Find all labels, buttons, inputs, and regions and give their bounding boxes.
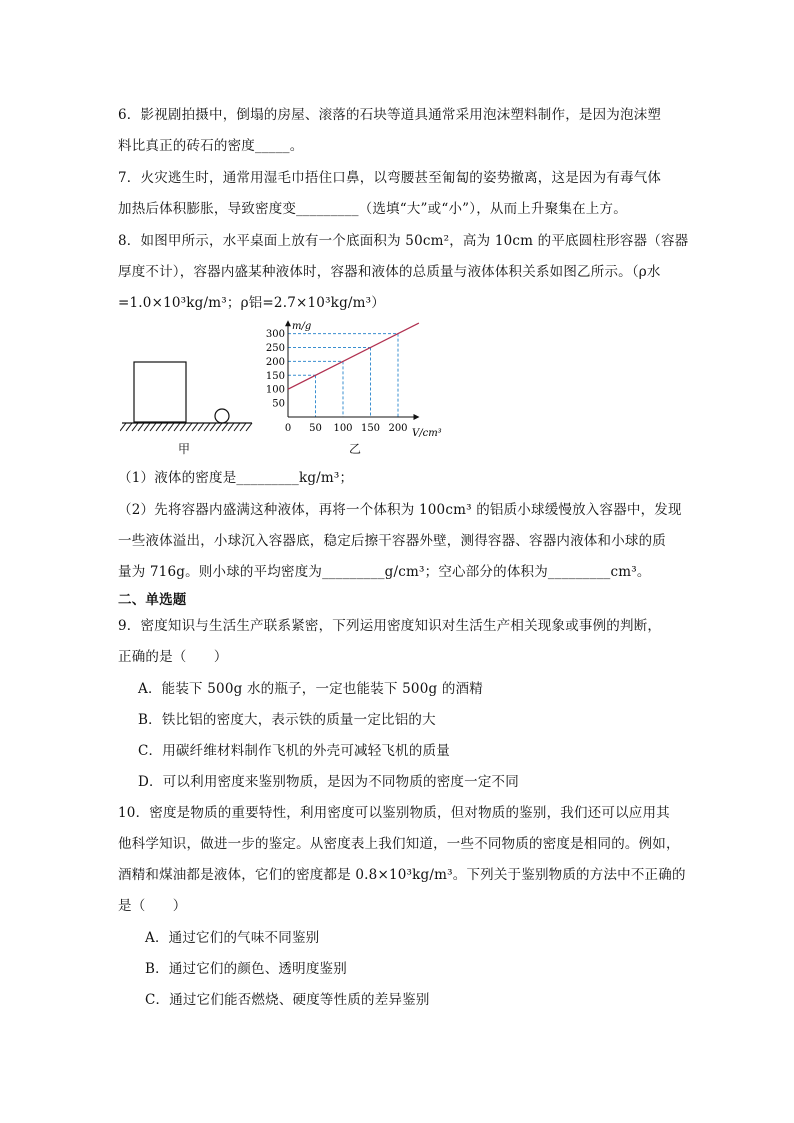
hatch-mark <box>162 423 168 431</box>
q9-line-1: 9．密度知识与生活生产联系紧密，下列运用密度知识对生活生产相关现象或事例的判断， <box>118 618 662 634</box>
y-tick-label: 50 <box>272 398 285 410</box>
hatch-mark <box>234 423 240 431</box>
q8-sub1: （1）液体的密度是_________kg/m³； <box>118 470 354 486</box>
hatch-mark <box>198 423 204 431</box>
aluminum-ball <box>215 409 229 423</box>
q8-sub2-line-1: （2）先将容器内盛满这种液体，再将一个体积为 100cm³ 的铝质小球缓慢放入容器中，发现 <box>118 502 682 518</box>
q8-line-1: 8．如图甲所示，水平桌面上放有一个底面积为 50cm²，高为 10cm 的平底圆柱形容器（容器 <box>118 233 689 249</box>
q10-line-3: 酒精和煤油都是液体，它们的密度都是 0.8×10³kg/m³。下列关于鉴别物质的方法中不正确的 <box>118 867 686 883</box>
hatch-mark <box>228 423 234 431</box>
section-heading: 二、单选题 <box>118 592 187 608</box>
hatch-mark <box>150 423 156 431</box>
x-tick-label: 100 <box>333 423 353 434</box>
hatch-mark <box>174 423 180 431</box>
hatch-mark <box>246 423 252 431</box>
q6-line-1: 6．影视剧拍摄中，倒塌的房屋、滚落的石块等道具通常采用泡沫塑料制作，是因为泡沫塑 <box>118 107 662 123</box>
q9-line-2: 正确的是（ ） <box>118 649 228 665</box>
hatch-mark <box>126 423 132 431</box>
y-tick-label: 200 <box>265 356 285 368</box>
y-tick-label: 250 <box>265 343 285 354</box>
fig-jia-label: 甲 <box>178 442 191 456</box>
x-tick-label: 150 <box>360 423 381 434</box>
q7-line-2: 加热后体积膨胀，导致密度变_________（选填“大”或“小”），从而上升聚集在上方。 <box>118 201 627 217</box>
fig-yi-label: 乙 <box>349 442 362 456</box>
cylinder-container <box>134 362 186 422</box>
hatch-mark <box>132 423 138 431</box>
y-tick-label: 100 <box>265 384 285 396</box>
table-hatching <box>120 423 252 431</box>
x-axis-label: V/cm³ <box>412 428 442 439</box>
hatch-mark <box>186 423 192 431</box>
q10-line-1: 10．密度是物质的重要特性，利用密度可以鉴别物质，但对物质的鉴别，我们还可以应用其 <box>118 805 670 821</box>
x-tick-label: 200 <box>388 423 408 434</box>
q10-option-b: B．通过它们的颜色、透明度鉴别 <box>145 961 347 977</box>
q9-option-c: C．用碳纤维材料制作飞机的外壳可减轻飞机的质量 <box>138 743 450 759</box>
hatch-mark <box>222 423 228 431</box>
q10-line-4: 是（ ） <box>118 898 187 914</box>
y-axis-label: m/g <box>292 321 312 332</box>
q9-option-a: A．能装下 500g 水的瓶子，一定也能装下 500g 的酒精 <box>138 681 483 697</box>
y-tick-label: 150 <box>265 370 285 382</box>
q8-line-2: 厚度不计），容器内盛某种液体时，容器和液体的总质量与液体体积关系如图乙所示。（ρ水 <box>118 264 661 280</box>
figure-yi-chart <box>258 316 458 441</box>
hatch-mark <box>144 423 150 431</box>
hatch-mark <box>216 423 222 431</box>
hatch-mark <box>168 423 174 431</box>
hatch-mark <box>138 423 144 431</box>
y-tick-label: 300 <box>265 329 285 341</box>
series-line <box>288 323 419 389</box>
q10-option-a: A．通过它们的气味不同鉴别 <box>145 930 320 946</box>
q10-line-2: 他科学知识，做进一步的鉴定。从密度表上我们知道，一些不同物质的密度是相同的。例如， <box>118 836 680 852</box>
q8-sub2-line-3: 量为 716g。则小球的平均密度为_________g/cm³；空心部分的体积为_________cm³。 <box>118 564 651 580</box>
x-tick-label: 50 <box>309 423 322 434</box>
q8-line-3: =1.0×10³kg/m³；ρ铝=2.7×10³kg/m³） <box>118 295 385 311</box>
hatch-mark <box>210 423 216 431</box>
x-tick-label: 0 <box>284 423 292 434</box>
hatch-mark <box>180 423 186 431</box>
q10-option-c: C．通过它们能否燃烧、硬度等性质的差异鉴别 <box>145 992 430 1008</box>
hatch-mark <box>204 423 210 431</box>
hatch-mark <box>120 423 126 431</box>
hatch-mark <box>192 423 198 431</box>
y-axis-arrow <box>285 320 291 326</box>
q7-line-1: 7．火灾逃生时，通常用湿毛巾捂住口鼻，以弯腰甚至匍匐的姿势撤离，这是因为有毒气体 <box>118 170 662 186</box>
q9-option-d: D．可以利用密度来鉴别物质，是因为不同物质的密度一定不同 <box>138 774 519 790</box>
q6-line-2: 料比真正的砖石的密度_____。 <box>118 138 304 154</box>
q8-sub2-line-2: 一些液体溢出，小球沉入容器底，稳定后擦干容器外壁，测得容器、容器内液体和小球的质 <box>118 533 666 549</box>
q9-option-b: B．铁比铝的密度大，表示铁的质量一定比铝的大 <box>138 712 436 728</box>
hatch-mark <box>156 423 162 431</box>
figure-jia <box>120 355 255 435</box>
x-axis-arrow <box>414 414 420 420</box>
hatch-mark <box>240 423 246 431</box>
